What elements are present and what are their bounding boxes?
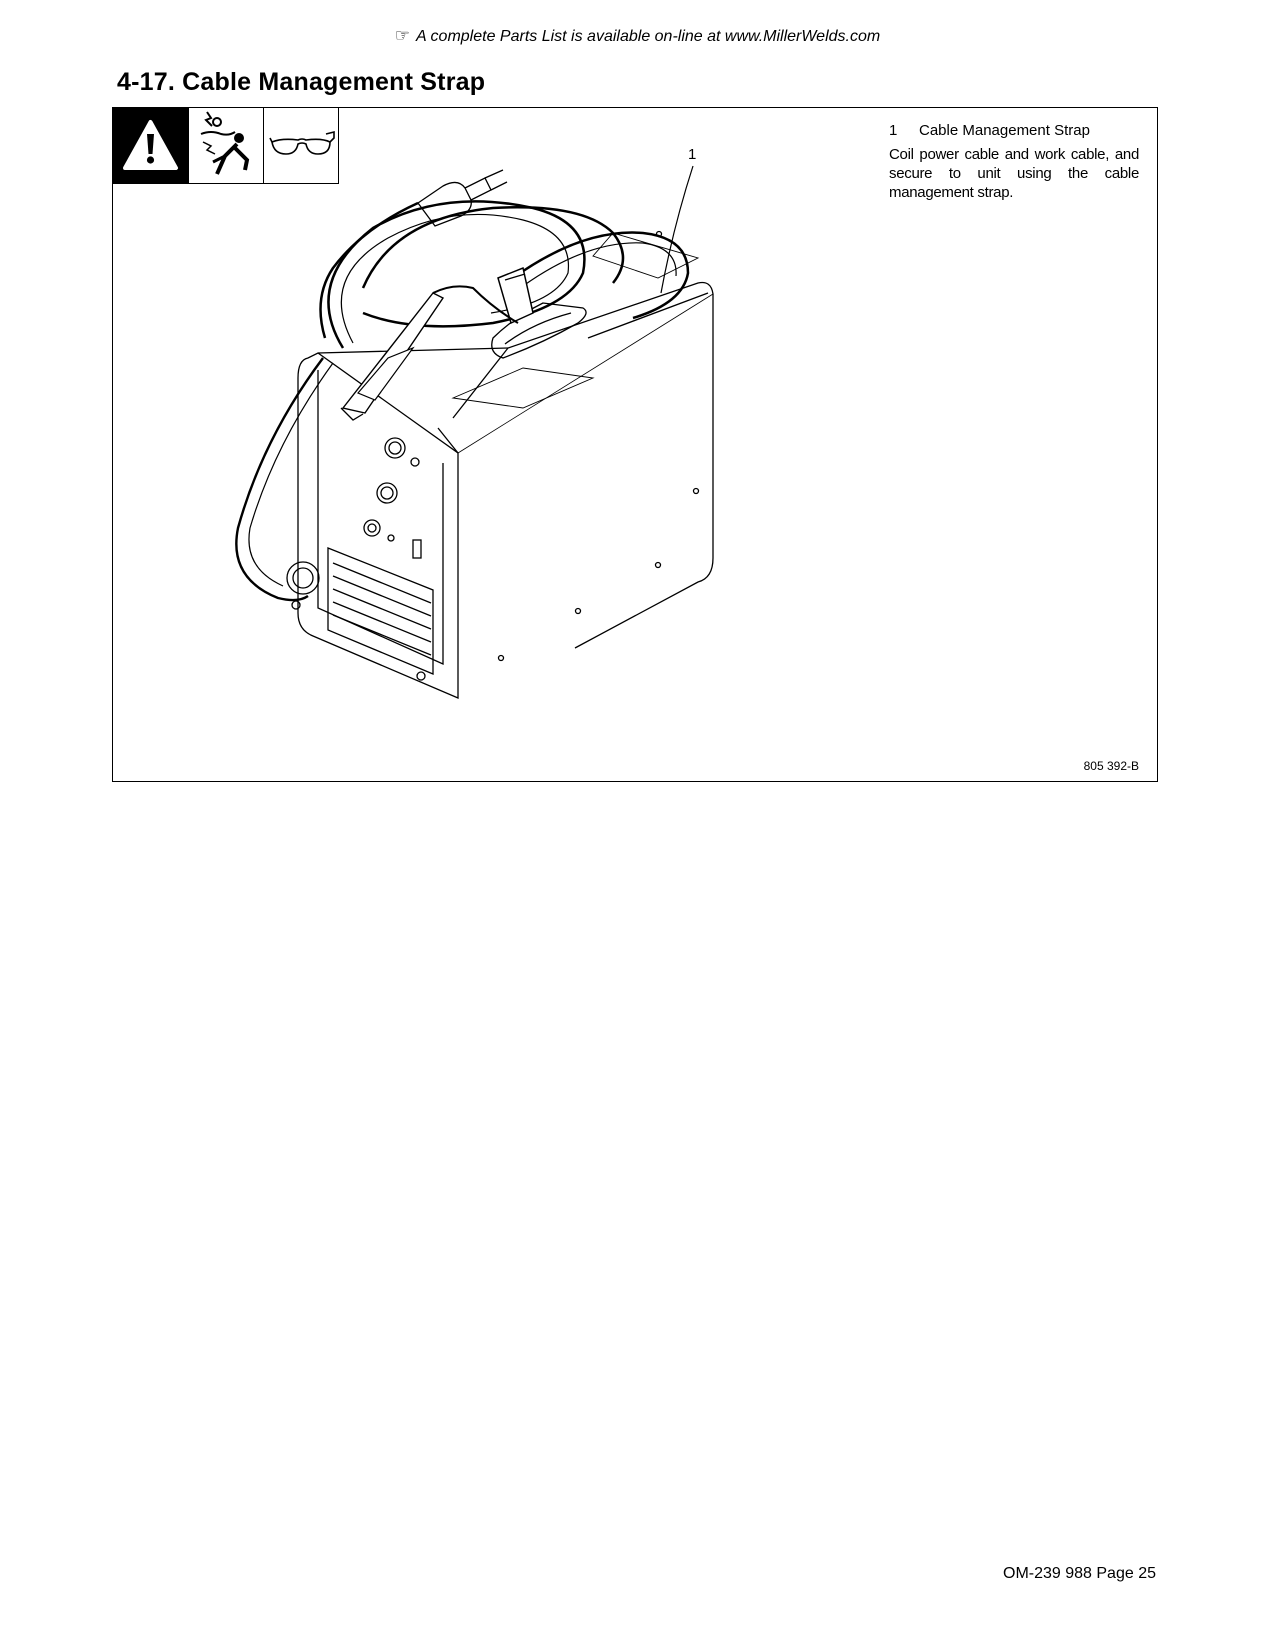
parts-list-note <box>0 26 1275 46</box>
section-title: 4-17. Cable Management Strap <box>117 68 486 96</box>
legend-item-number: 1 <box>889 122 898 139</box>
figure-frame <box>112 107 1158 782</box>
legend-description: Coil power cable and work cable, and secure to unit using the cable management strap. <box>889 146 1139 201</box>
legend-item <box>889 121 1139 140</box>
welder-illustration <box>113 108 1159 783</box>
page-footer: OM-239 988 Page 25 <box>1003 1565 1156 1582</box>
legend-item-label: Cable Management Strap <box>919 122 1090 139</box>
callout-number: 1 <box>688 146 697 163</box>
parts-list-note-text: A complete Parts List is available on-line at www.MillerWelds.com <box>416 28 881 45</box>
legend <box>889 121 1139 202</box>
pointing-hand-icon: ☞ <box>394 26 411 45</box>
figure-code: 805 392-B <box>1083 759 1139 773</box>
